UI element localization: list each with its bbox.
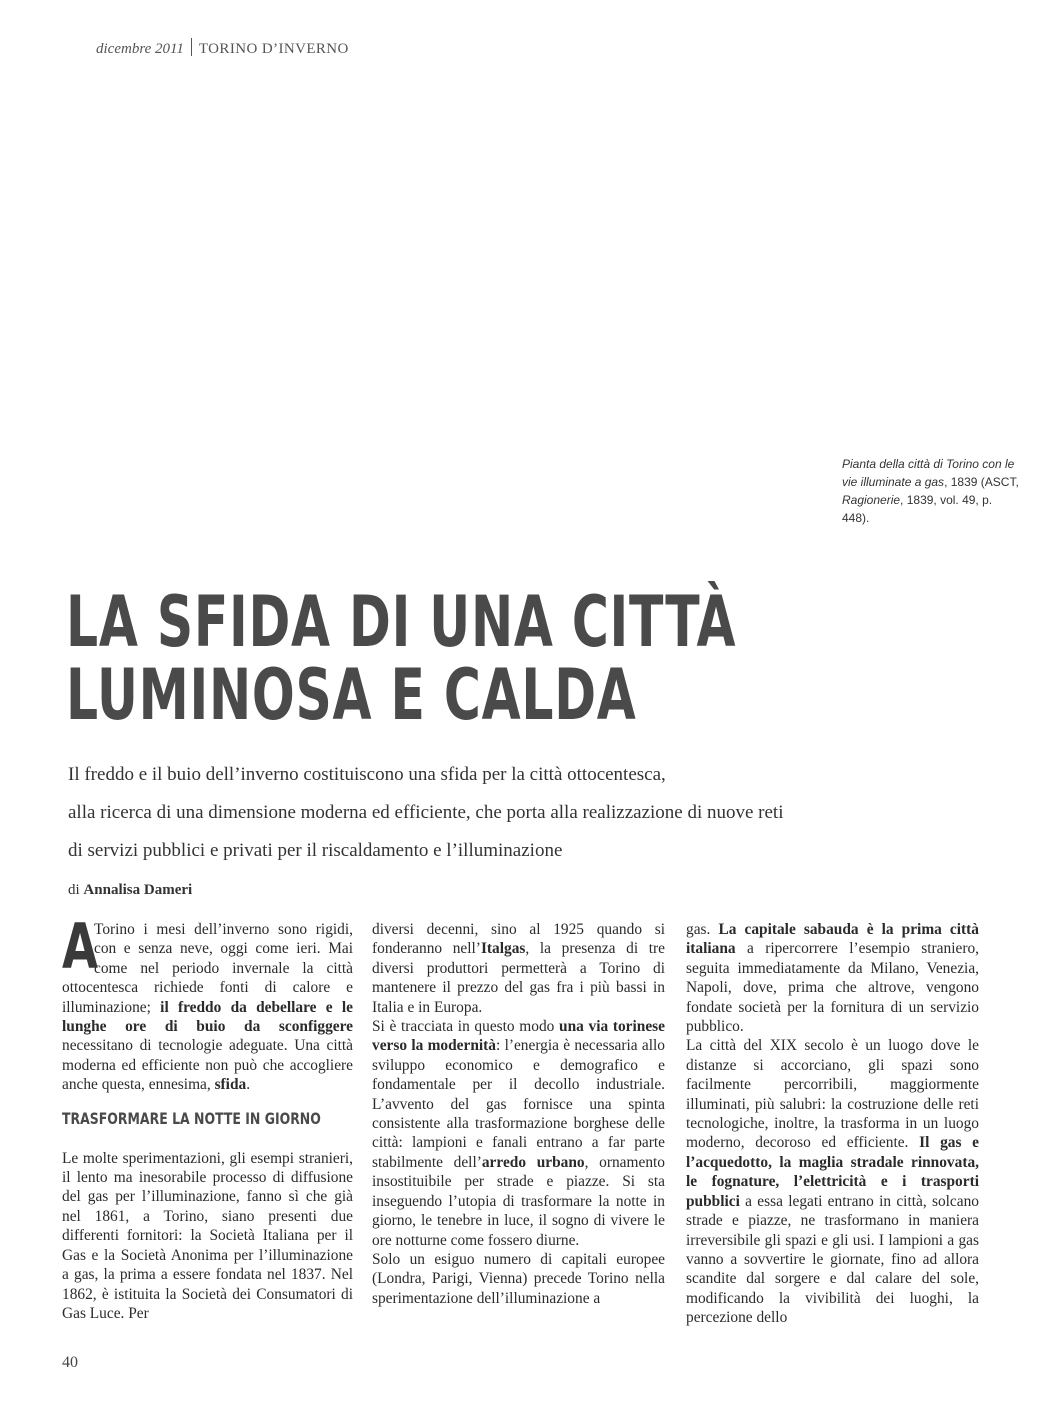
- paragraph: [372, 1017, 665, 1250]
- deck-line-3: di servizi pubblici e privati per il riscaldamento e l’illuminazione: [68, 840, 563, 861]
- text-column-3: [686, 920, 979, 1328]
- caption-source-italic: Ragionerie: [842, 493, 901, 507]
- article-headline: [66, 581, 737, 736]
- text-run: Torino i mesi dell’inverno sono rigidi, con e senza neve, oggi come ieri. Mai come nel periodo invernale la città ottocentesca richiede fonti di calore e illuminazione;: [62, 921, 353, 1016]
- headline-line-1: LA SFIDA DI UNA CITTÀ: [66, 581, 737, 663]
- bold-text: il freddo da debellare e le lunghe ore di buio da sconfiggere: [62, 998, 353, 1036]
- bold-text: Italgas: [480, 940, 526, 958]
- deck-line-1: Il freddo e il buio dell’inverno costituiscono una sfida per la città ottocentesca,: [68, 764, 666, 785]
- byline-prefix: di: [68, 882, 84, 898]
- bold-text: sfida: [214, 1076, 247, 1094]
- caption-year: , 1839: [944, 475, 978, 489]
- text-run: La città del XIX secolo è un luogo dove le distanze si accorciano, gli spazi sono facilmente percorribili, maggiormente illuminati, più salubri: la costruzione delle reti tecnologiche, inoltre, la trasforma in un luogo moderno, decoroso ed efficiente.: [686, 1037, 979, 1152]
- page-number: 40: [62, 1354, 78, 1371]
- running-head: [96, 38, 349, 58]
- text-run: , ornamento insostituibile per strade e piazze. Si sta inseguendo l’utopia di trasformare la notte in giorno, le tenebre in luce, il sogno di vivere le ore notturne come fossero diurne.: [372, 1153, 665, 1249]
- bold-text: Il gas e l’acquedotto, la maglia stradale rinnovata, le fognature, l’elettricità e i trasporti pubblici: [686, 1134, 979, 1210]
- caption-source-prefix: (ASCT,: [980, 475, 1019, 489]
- paragraph: Solo un esiguo numero di capitali europee (Londra, Parigi, Vienna) precede Torino nella sperimentazione dell’illuminazione a: [372, 1250, 665, 1307]
- figure-caption: [842, 455, 1022, 527]
- text-run: a ripercorrere l’esempio straniero, seguita immediatamente da Milano, Venezia, Napoli, dove, prima che altrove, vengono fondate società per la fornitura di un servizio pubblico.: [686, 940, 979, 1036]
- text-run: , la presenza di tre diversi produttori permetterà a Torino di mantenere il prezzo del gas fra i più bassi in Italia e in Europa.: [372, 940, 665, 1016]
- paragraph: [686, 920, 979, 1036]
- paragraph: [686, 1036, 979, 1327]
- bold-text: arredo urbano: [481, 1153, 585, 1171]
- paragraph: [62, 910, 353, 1095]
- bold-text: La capitale sabauda è la prima città italiana: [686, 921, 979, 958]
- caption-source-suffix: , 1839, vol. 49, p. 448).: [842, 493, 993, 525]
- deck-line-2: alla ricerca di una dimensione moderna ed efficiente, che porta alla realizzazione di nuove reti: [68, 802, 784, 823]
- section-title: TORINO D’INVERNO: [198, 41, 349, 57]
- text-run: .: [246, 1076, 251, 1094]
- text-run: necessitano di tecnologie adeguate. Una città moderna ed efficiente non può che accogliere anche questa, ennesima,: [62, 1037, 353, 1094]
- caption-title: Pianta della città di Torino con le vie illuminate a gas: [842, 457, 1015, 489]
- text-run: diversi decenni, sino al 1925 quando si fonderanno nell’: [372, 921, 665, 958]
- author-name: Annalisa Dameri: [83, 882, 193, 898]
- running-head-divider: [191, 38, 192, 56]
- text-run: : l’energia è necessaria allo sviluppo economico e demografico e fondamentale per il decollo industriale. L’avvento del gas fornisce una spinta consistente alla trasformazione borghese delle città: lampioni e fanali entrano a far parte stabilmente dell’: [372, 1037, 665, 1171]
- paragraph: [372, 920, 665, 1017]
- paragraph: Le molte sperimentazioni, gli esempi stranieri, il lento ma inesorabile processo di diffusione del gas per l’illuminazione, fanno sì che già nel 1861, a Torino, siano presenti due differenti fornitori: la Società Italiana per il Gas e la Società Anonima per l’illuminazione a gas, la prima a essere fondata nel 1837. Nel 1862, è istituita la Società dei Consumatori di Gas Luce. Per: [62, 1149, 353, 1322]
- headline-line-2: LUMINOSA E CALDA: [66, 654, 637, 736]
- text-column-1: [62, 910, 353, 1323]
- drop-cap: A: [62, 910, 98, 983]
- article-deck: [68, 762, 948, 876]
- bold-text: una via torinese verso la modernità: [372, 1018, 665, 1055]
- subheading: TRASFORMARE LA NOTTE IN GIORNO: [62, 1108, 321, 1128]
- text-run: Si è tracciata in questo modo: [372, 1018, 560, 1036]
- text-run: gas.: [686, 921, 719, 938]
- text-run: a essa legati entrano in città, solcano strade e piazze, ne trasformano in maniera irreversibile gli spazi e gli usi. I lampioni a gas vanno a sovvertire le giornate, fino ad allora scandite dal sorgere e dal calare del sole, modificando la vivibilità dei luoghi, la percezione dello: [686, 1192, 979, 1327]
- byline: [68, 882, 192, 899]
- issue-date: dicembre 2011: [96, 41, 184, 57]
- text-column-2: [372, 920, 665, 1308]
